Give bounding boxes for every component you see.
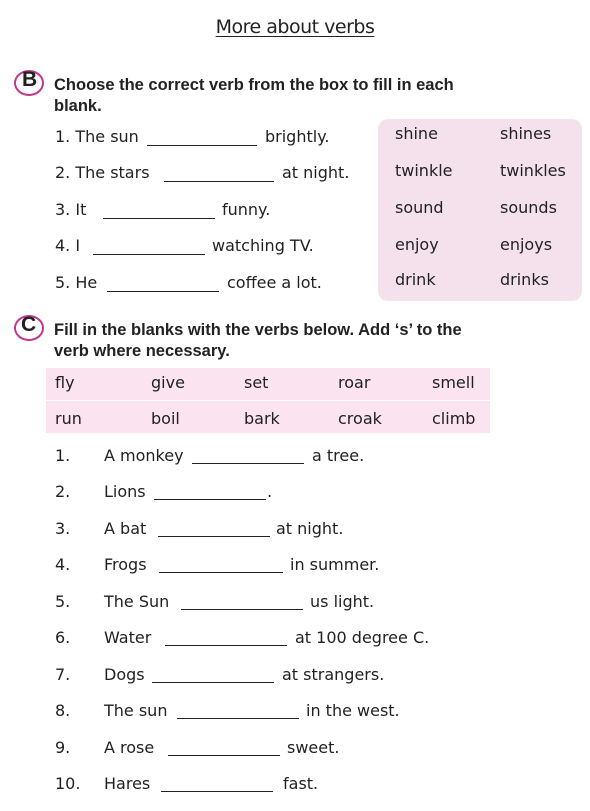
verb-item: roar xyxy=(338,373,371,392)
c-sentence-8-before: The sun xyxy=(104,701,168,720)
c-sentence-10-after: fast. xyxy=(283,774,319,793)
c-sentence-3-blank[interactable] xyxy=(158,536,270,537)
b-sentence-1-before: 1. The sun xyxy=(55,127,139,146)
section-b-letter: B xyxy=(22,68,38,91)
verb-item: run xyxy=(55,409,82,428)
c-sentence-6-before: Water xyxy=(104,628,152,647)
word-box-item: shines xyxy=(500,124,552,143)
word-box-item: drink xyxy=(395,270,436,289)
verb-item: climb xyxy=(432,409,476,428)
b-sentence-2-before: 2. The stars xyxy=(55,163,150,182)
c-sentence-8-after: in the west. xyxy=(306,701,400,720)
b-sentence-4-blank[interactable] xyxy=(93,254,205,255)
c-sentence-1-after: a tree. xyxy=(312,446,365,465)
c-sentence-7-before: Dogs xyxy=(104,665,145,684)
c-sentence-6-num: 6. xyxy=(55,628,71,647)
b-sentence-4-after: watching TV. xyxy=(212,236,314,255)
c-sentence-3-before: A bat xyxy=(104,519,147,538)
word-box-item: drinks xyxy=(500,270,549,289)
verb-item: croak xyxy=(338,409,382,428)
b-sentence-5-before: 5. He xyxy=(55,273,98,292)
section-b-instruction-line2: blank. xyxy=(54,97,102,115)
section-c-letter: C xyxy=(21,313,37,336)
b-sentence-3-after: funny. xyxy=(222,200,271,219)
c-sentence-7-blank[interactable] xyxy=(152,682,274,683)
c-sentence-2-before: Lions xyxy=(104,482,146,501)
word-box-item: enjoys xyxy=(500,235,553,254)
c-sentence-9-after: sweet. xyxy=(287,738,340,757)
c-sentence-9-num: 9. xyxy=(55,738,71,757)
c-sentence-7-num: 7. xyxy=(55,665,71,684)
c-sentence-5-before: The Sun xyxy=(104,592,170,611)
word-box-item: sounds xyxy=(500,198,557,217)
b-sentence-3-blank[interactable] xyxy=(103,218,215,219)
c-sentence-8-blank[interactable] xyxy=(177,718,299,719)
c-sentence-4-blank[interactable] xyxy=(159,572,283,573)
b-sentence-2-blank[interactable] xyxy=(164,181,274,182)
c-sentence-2-after: . xyxy=(267,482,273,501)
page-title: More about verbs xyxy=(215,16,375,38)
c-sentence-2-num: 2. xyxy=(55,482,71,501)
c-sentence-9-before: A rose xyxy=(104,738,155,757)
c-sentence-4-num: 4. xyxy=(55,555,71,574)
verb-item: give xyxy=(151,373,185,392)
section-b-instruction-line1: Choose the correct verb from the box to fill in each xyxy=(54,76,454,94)
c-sentence-10-num: 10. xyxy=(55,774,81,793)
b-sentence-1-blank[interactable] xyxy=(147,145,257,146)
word-box-item: twinkles xyxy=(500,161,566,180)
section-c-instruction xyxy=(54,320,462,362)
verb-item: boil xyxy=(151,409,180,428)
verb-item: fly xyxy=(55,373,75,392)
word-box-item: enjoy xyxy=(395,235,439,254)
c-sentence-4-after: in summer. xyxy=(290,555,380,574)
b-sentence-4-before: 4. I xyxy=(55,236,81,255)
c-sentence-3-after: at night. xyxy=(276,519,344,538)
c-sentence-5-after: us light. xyxy=(310,592,375,611)
c-sentence-1-before: A monkey xyxy=(104,446,184,465)
b-sentence-5-blank[interactable] xyxy=(107,291,219,292)
word-box-item: twinkle xyxy=(395,161,453,180)
verb-item: smell xyxy=(432,373,475,392)
section-c-instruction-line1: Fill in the blanks with the verbs below. Add ‘s’ to the xyxy=(54,321,462,339)
c-sentence-5-blank[interactable] xyxy=(181,609,303,610)
verb-item: bark xyxy=(244,409,280,428)
c-sentence-5-num: 5. xyxy=(55,592,71,611)
word-box-item: shine xyxy=(395,124,438,143)
c-sentence-2-blank[interactable] xyxy=(154,499,266,500)
section-b-instruction xyxy=(54,75,454,117)
section-b-word-box xyxy=(378,119,582,301)
c-sentence-4-before: Frogs xyxy=(104,555,147,574)
word-box-item: sound xyxy=(395,198,444,217)
b-sentence-1-after: brightly. xyxy=(265,127,330,146)
c-sentence-10-before: Hares xyxy=(104,774,151,793)
c-sentence-8-num: 8. xyxy=(55,701,71,720)
section-c-instruction-line2: verb where necessary. xyxy=(54,342,230,360)
c-sentence-6-blank[interactable] xyxy=(165,645,287,646)
c-sentence-6-after: at 100 degree C. xyxy=(295,628,430,647)
c-sentence-1-blank[interactable] xyxy=(192,463,304,464)
b-sentence-3-before: 3. It xyxy=(55,200,87,219)
b-sentence-5-after: coffee a lot. xyxy=(227,273,322,292)
c-sentence-7-after: at strangers. xyxy=(282,665,385,684)
b-sentence-2-after: at night. xyxy=(282,163,350,182)
c-sentence-1-num: 1. xyxy=(55,446,71,465)
c-sentence-9-blank[interactable] xyxy=(168,755,280,756)
c-sentence-3-num: 3. xyxy=(55,519,71,538)
c-sentence-10-blank[interactable] xyxy=(161,791,273,792)
verb-item: set xyxy=(244,373,269,392)
